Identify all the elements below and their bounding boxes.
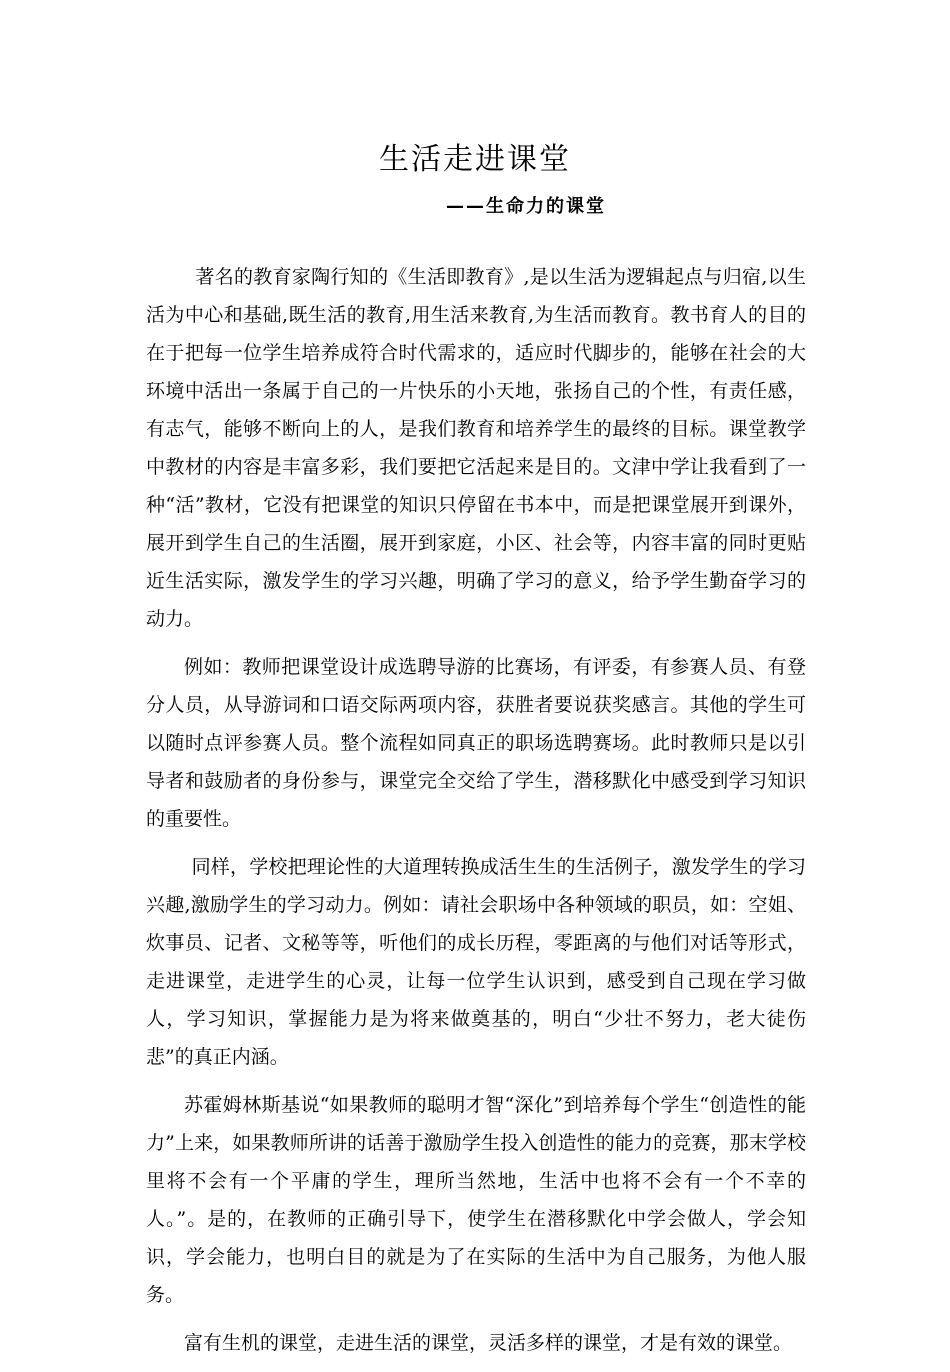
document-title: 生活走进课堂	[379, 142, 571, 177]
document-body	[146, 258, 806, 1372]
paragraph: 例如：教师把课堂设计成选聘导游的比赛场，有评委，有参赛人员、有登分人员，从导游词和口语交际两项内容，获胜者要说获奖感言。其他的学生可以随时点评参赛人员。整个流程如同真正的职场选聘赛场。此时教师只是以引导者和鼓励者的身份参与，课堂完全交给了学生，潜移默化中感受到学习知识的重要性。	[146, 656, 806, 830]
paragraph: 苏霍姆林斯基说“如果教师的聪明才智“深化”到培养每个学生“创造性的能力”上来，如果教师所讲的话善于激励学生投入创造性的能力的竞赛，那末学校里将不会有一个平庸的学生，理所当然地，生活中也将不会有一个不幸的人。”。是的，在教师的正确引导下，使学生在潜移默化中学会做人，学会知识，学会能力，也明白目的就是为了在实际的生活中为自己服务，为他人服务。	[146, 1094, 806, 1306]
paragraph: 富有生机的课堂，走进生活的课堂，灵活多样的课堂，才是有效的课堂。	[184, 1332, 793, 1354]
paragraph: 同样，学校把理论性的大道理转换成活生生的生活例子，激发学生的学习兴趣,激励学生的学习动力。例如：请社会职场中各种领域的职员，如：空姐、炊事员、记者、文秘等等，听他们的成长历程，零距离的与他们对话等形式，走进课堂，走进学生的心灵，让每一位学生认识到，感受到自己现在学习做人，学习知识，掌握能力是为将来做奠基的，明白“少壮不努力，老大徒伤悲”的真正内涵。	[146, 856, 806, 1068]
paragraph: 著名的教育家陶行知的《生活即教育》,是以生活为逻辑起点与归宿,以生活为中心和基础,既生活的教育,用生活来教育,为生活而教育。教书育人的目的在于把每一位学生培养成符合时代需求的，适应时代脚步的，能够在社会的大环境中活出一条属于自己的一片快乐的小天地，张扬自己的个性，有责任感，有志气，能够不断向上的人，是我们教育和培养学生的最终的目标。课堂教学中教材的内容是丰富多彩，我们要把它活起来是目的。文津中学让我看到了一种“活”教材，它没有把课堂的知识只停留在书本中，而是把课堂展开到课外，展开到学生自己的生活圈，展开到家庭，小区、社会等，内容丰富的同时更贴近生活实际，激发学生的学习兴趣，明确了学习的意义，给予学生勤奋学习的动力。	[146, 266, 806, 630]
document-subtitle: ——生命力的课堂	[446, 196, 606, 217]
